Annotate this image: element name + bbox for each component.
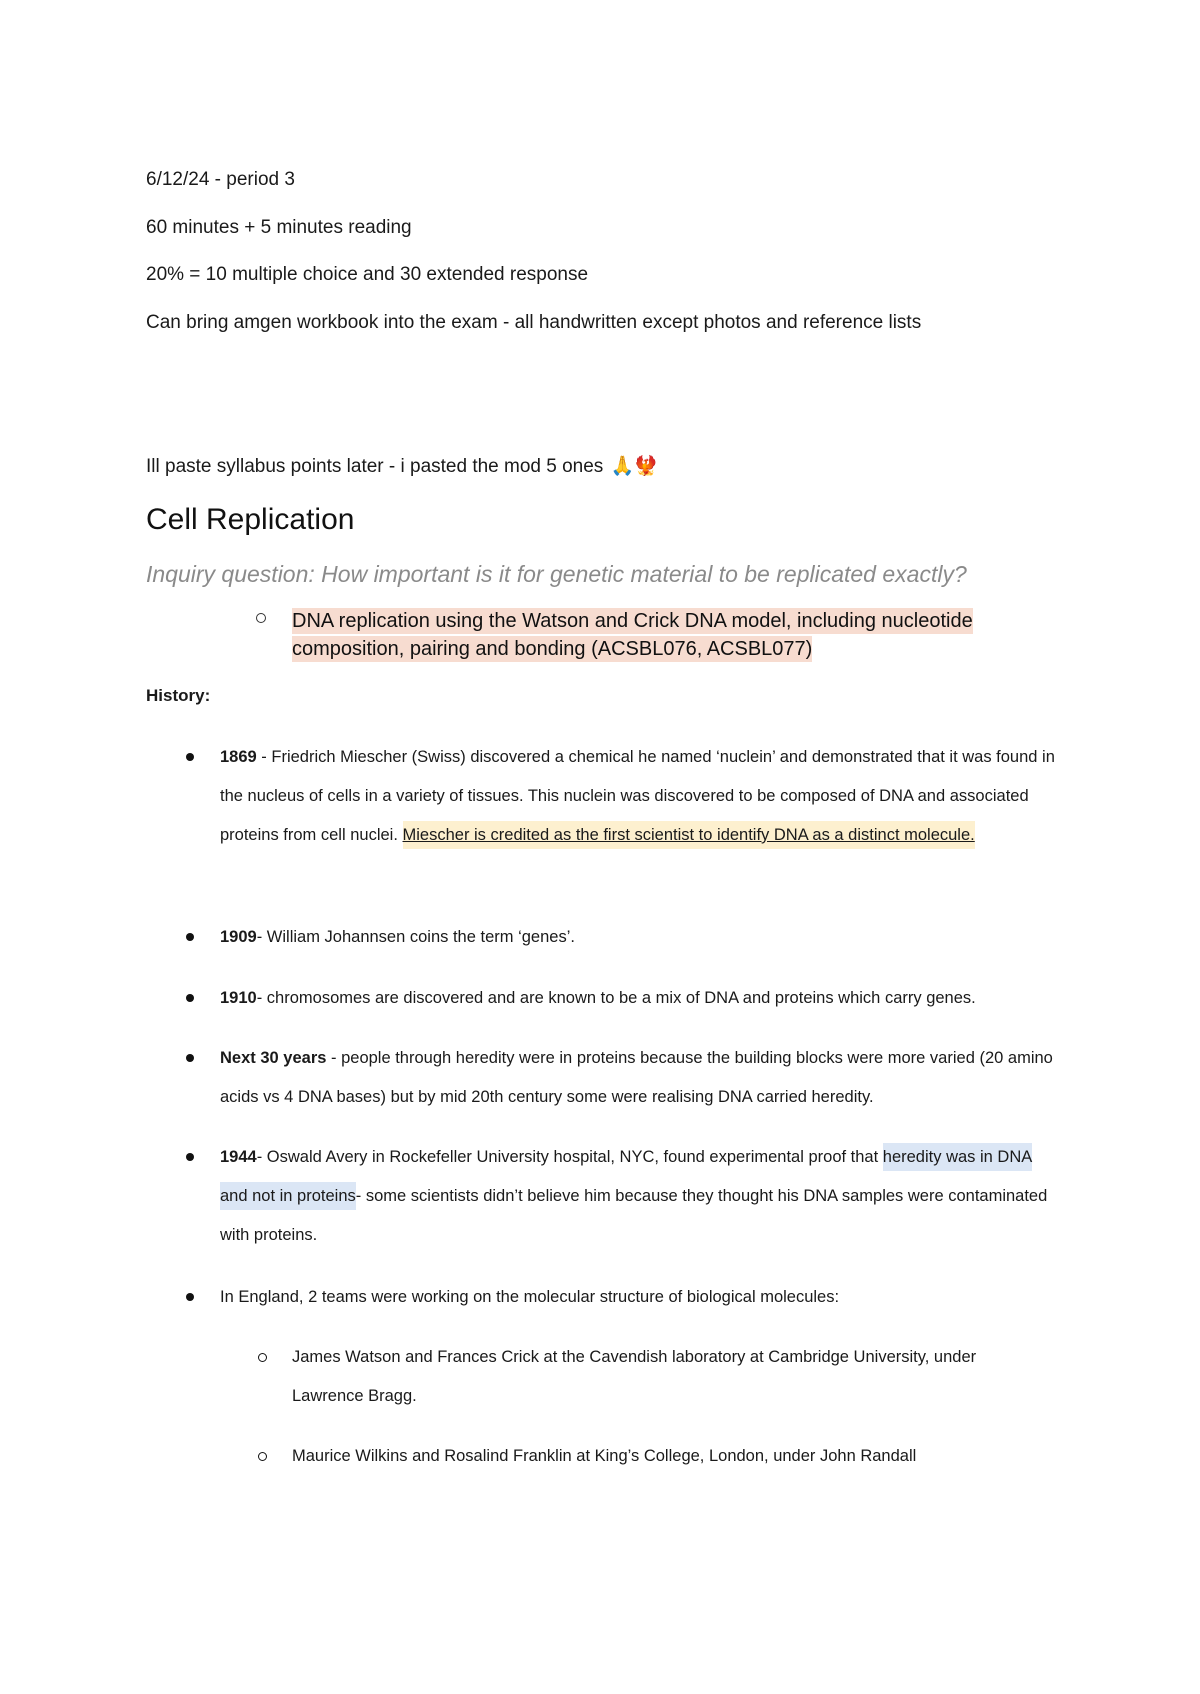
item-year: Next 30 years — [220, 1049, 327, 1067]
syllabus-note-text: Ill paste syllabus points later - i pasted the mod 5 ones — [146, 456, 604, 477]
bullet-icon — [186, 933, 194, 941]
item-text: - William Johannsen coins the term ‘genes’. — [256, 928, 575, 946]
item-text: - Oswald Avery in Rockefeller University hospital, NYC, found experimental proof that — [256, 1148, 883, 1166]
history-label: History: — [146, 686, 211, 705]
workbook-rule-line: Can bring amgen workbook into the exam - all handwritten except photos and reference lists — [146, 312, 922, 333]
sub-item-text: Maurice Wilkins and Rosalind Franklin at King’s College, London, under John Randall — [292, 1447, 917, 1465]
syllabus-note-line — [146, 455, 658, 479]
item-text: - people through heredity were in proteins because the building blocks were more varied (20 amino acids vs 4 DNA bases) but by mid 20th century some were realising DNA carried heredity. — [220, 1049, 1053, 1106]
item-highlight: Miescher is credited as the first scientist to identify DNA as a distinct molecule. — [403, 821, 975, 849]
syllabus-point-line-1: DNA replication using the Watson and Crick DNA model, including nucleotide — [292, 610, 973, 632]
exam-weighting-line: 20% = 10 multiple choice and 30 extended response — [146, 264, 589, 285]
bullet-icon — [186, 1153, 194, 1161]
item-text: - chromosomes are discovered and are known to be a mix of DNA and proteins which carry genes. — [256, 989, 976, 1007]
syllabus-point-line-2: composition, pairing and bonding (ACSBL076, ACSBL077) — [292, 638, 813, 660]
item-text: - Friedrich Miescher (Swiss) discovered a chemical he named ‘nuclein’ and demonstrated that it was found in the nucleus of cells in a variety of tissues. This nuclein was discovered to be composed of DNA and associated proteins from cell nuclei. — [220, 748, 1055, 844]
inquiry-question: Inquiry question: How important is it for genetic material to be replicated exactly? — [146, 561, 967, 587]
item-year: 1909 — [220, 928, 257, 946]
bullet-icon — [186, 1054, 194, 1062]
hollow-bullet-icon — [258, 1452, 267, 1461]
item-text-after: - some scientists didn’t believe him because they thought his DNA samples were contaminated with proteins. — [220, 1187, 1048, 1244]
hollow-bullet-icon — [256, 613, 266, 623]
item-year: 1869 — [220, 748, 257, 766]
item-text: In England, 2 teams were working on the molecular structure of biological molecules: — [220, 1288, 840, 1306]
item-year: 1944 — [220, 1148, 257, 1166]
pray-phoenix-emoji-icon: 🙏🐦‍🔥 — [610, 456, 658, 477]
bullet-icon — [186, 994, 194, 1002]
sub-item-text: James Watson and Frances Crick at the Cavendish laboratory at Cambridge University, under Lawrence Bragg. — [292, 1348, 977, 1405]
item-highlight: heredity was in DNA and not in proteins — [220, 1143, 1032, 1210]
section-heading: Cell Replication — [146, 503, 355, 536]
item-year: 1910 — [220, 989, 257, 1007]
syllabus-point-text — [292, 607, 992, 663]
hollow-bullet-icon — [258, 1353, 267, 1362]
exam-duration-line: 60 minutes + 5 minutes reading — [146, 217, 412, 238]
bullet-icon — [186, 753, 194, 761]
bullet-icon — [186, 1293, 194, 1301]
syllabus-point — [256, 607, 996, 670]
exam-date-line: 6/12/24 - period 3 — [146, 169, 295, 190]
